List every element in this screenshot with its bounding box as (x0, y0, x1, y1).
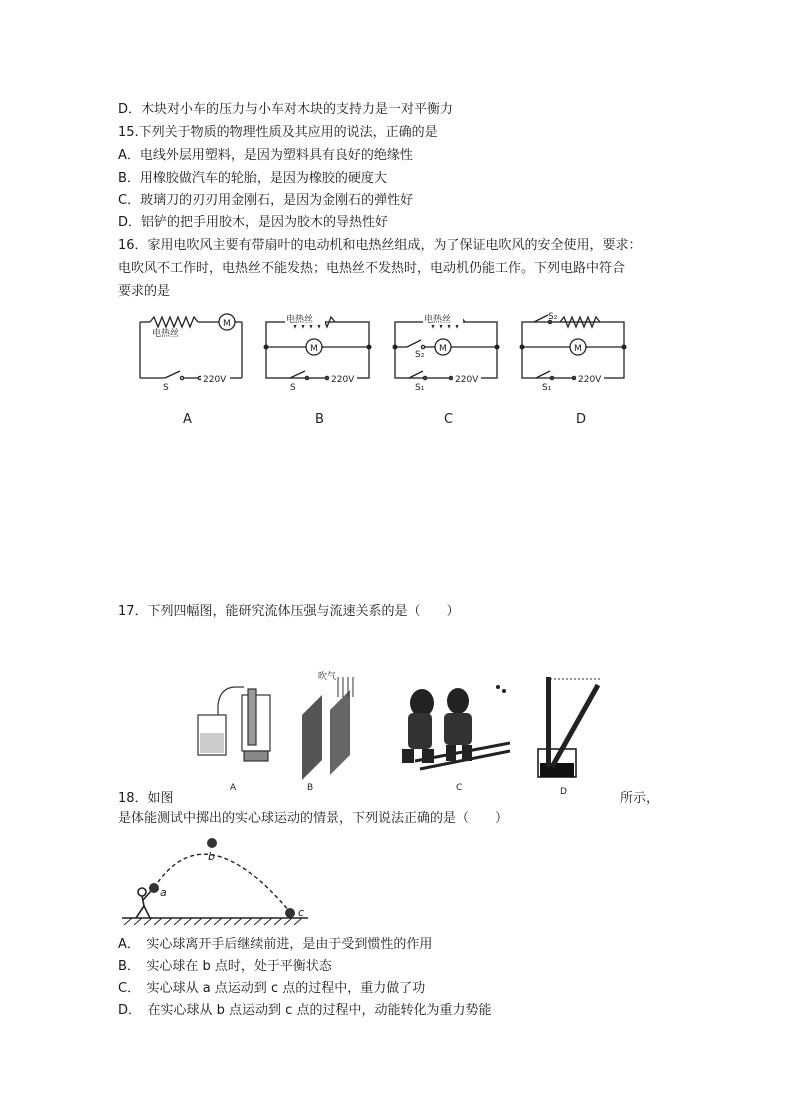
heater-label-c: 电热丝 (424, 315, 452, 325)
circuit-label-c: C (444, 412, 454, 427)
q17-figure (190, 665, 620, 800)
switch-c-s2: S₂ (415, 350, 425, 360)
voltage-b: 220V (331, 375, 355, 385)
question-15: 15.下列关于物质的物理性质及其应用的说法，正确的是 (118, 125, 438, 140)
switch-c-s1: S₁ (415, 383, 425, 393)
switch-d-s2: S₂ (548, 312, 558, 322)
q18-option-a: A． 实心球离开手后继续前进，是由于受到惯性的作用 (118, 937, 433, 952)
q15-option-c: C．玻璃刀的刃刃用金刚石，是因为金刚石的弹性好 (118, 193, 414, 208)
q18-figure (118, 830, 318, 928)
question-18-line2: 是体能测试中掷出的实心球运动的情景，下列说法正确的是（ ） (118, 811, 509, 826)
motor-b: M (310, 344, 318, 354)
circuit-label-b: B (315, 412, 324, 427)
fig17-a (198, 687, 270, 761)
question-16-line1: 16．家用电吹风主要有带扇叶的电动机和电热丝组成，为了保证电吹风的安全使用，要求： (118, 238, 642, 253)
circuit-d (522, 315, 624, 380)
point-c-label: c (298, 906, 305, 919)
q18-option-c: C． 实心球从 a 点运动到 c 点的过程中，重力做了功 (118, 981, 426, 996)
q15-option-a: A．电线外层用塑料，是因为塑料具有良好的绝缘性 (118, 148, 413, 163)
circuit-label-d: D (576, 412, 587, 427)
fig17-label-d: D (560, 787, 567, 797)
q18-option-b: B． 实心球在 b 点时，处于平衡状态 (118, 959, 332, 974)
q16-circuits-figure (130, 305, 650, 435)
heater-label-b: 电热丝 (286, 315, 314, 325)
motor-c: M (439, 344, 447, 354)
fig17-d (538, 677, 600, 777)
heater-label-a: 电热丝 (152, 329, 180, 339)
point-a-label: a (160, 886, 167, 899)
option-d-prev: D．木块对小车的压力与小车对木块的支持力是一对平衡力 (118, 102, 454, 117)
switch-d-s1: S₁ (542, 383, 552, 393)
q15-option-b: B．用橡胶做汽车的轮胎，是因为橡胶的硬度大 (118, 171, 387, 186)
question-17: 17．下列四幅图，能研究流体压强与流速关系的是（ ） (118, 604, 460, 619)
fig17-label-b: B (307, 783, 314, 793)
motor-d: M (574, 344, 582, 354)
switch-b: S (290, 383, 296, 393)
question-18-start-right: 所示， (620, 791, 660, 806)
motor-a: M (223, 319, 231, 329)
fig17-label-a: A (230, 783, 237, 793)
q15-option-d: D．铝铲的把手用胶木，是因为胶木的导热性好 (118, 215, 389, 230)
question-16-line3: 要求的是 (118, 284, 171, 299)
question-16-line2: 电吹风不工作时，电热丝不能发热；电热丝不发热时，电动机仍能工作。下列电路中符合 (118, 261, 626, 276)
fig17-c (402, 685, 510, 769)
voltage-c: 220V (455, 375, 479, 385)
circuit-label-a: A (183, 412, 192, 427)
q18-option-d: D． 在实心球从 b 点运动到 c 点的过程中，动能转化为重力势能 (118, 1003, 492, 1018)
fig17-b (302, 670, 353, 780)
voltage-d: 220V (578, 375, 602, 385)
switch-a: S (163, 383, 169, 393)
blow-label: 吹气 (318, 672, 337, 682)
question-18-start: 18．如图 (118, 791, 174, 806)
voltage-a: 220V (203, 375, 227, 385)
point-b-label: b (208, 850, 215, 863)
fig17-label-c: C (456, 783, 463, 793)
